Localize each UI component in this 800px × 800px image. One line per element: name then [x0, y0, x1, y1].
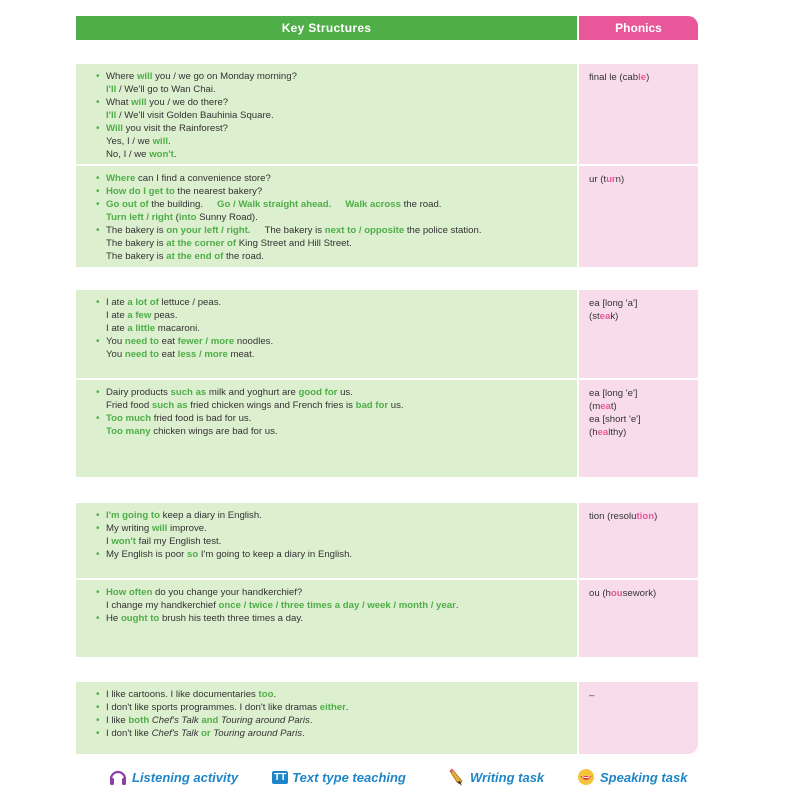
table-header	[76, 16, 698, 40]
text-segment: fail my English test.	[136, 536, 222, 547]
text-segment: you / we do there?	[146, 97, 229, 108]
key-phrase: Too many	[106, 426, 151, 437]
bullet-line	[106, 296, 569, 309]
text-segment: Fried food	[106, 400, 152, 411]
key-phrase: I'm going to	[106, 510, 160, 521]
key-phrase: such as	[151, 400, 188, 411]
key-structures-cell	[76, 580, 577, 657]
bullet-line	[106, 198, 569, 211]
bullet-line	[106, 701, 569, 714]
phonics-highlight: tion	[636, 511, 655, 522]
phonics-highlight: ur	[606, 174, 616, 185]
text-segment: The bakery is	[264, 225, 325, 236]
key-structures-cell	[76, 290, 577, 378]
phonics-highlight: ea	[597, 427, 609, 438]
bullet-line	[106, 70, 569, 83]
legend	[104, 762, 704, 792]
key-phrase: bad for	[355, 400, 389, 411]
text-segment: fried chicken wings and French fries is	[187, 400, 356, 411]
structure-line	[106, 148, 569, 161]
table-row	[76, 64, 698, 164]
key-phrase: next to / opposite	[324, 225, 405, 236]
text-segment: the police station.	[404, 225, 482, 236]
programme-title: Chef's Talk	[149, 715, 202, 726]
text-segment: peas.	[151, 310, 178, 321]
phonics-line	[589, 310, 688, 323]
text-segment: you / we go on Monday morning?	[152, 71, 297, 82]
legend-listening	[108, 762, 238, 792]
phonics-cell	[579, 503, 698, 578]
structure-line	[106, 322, 569, 335]
phonics-highlight: ea	[600, 401, 611, 412]
structure-lines	[106, 509, 569, 561]
text-segment: keep a diary in English.	[159, 510, 262, 521]
structure-lines	[106, 586, 569, 625]
text-segment: Dairy products	[106, 387, 171, 398]
text-segment: k)	[610, 311, 619, 322]
legend-writing-label: Writing task	[470, 769, 545, 785]
text-segment: What	[106, 97, 132, 108]
text-segment: the road.	[223, 251, 264, 262]
text-segment: You	[106, 349, 125, 360]
key-phrase: too	[258, 689, 274, 700]
phonics-cell	[579, 682, 698, 754]
phonics-cell	[579, 64, 698, 164]
structure-lines	[106, 386, 569, 438]
text-segment: / We'll visit Golden Bauhinia Square.	[116, 110, 274, 121]
text-segment: The bakery is	[106, 238, 167, 249]
text-segment: (st	[589, 311, 600, 322]
text-segment: meat.	[227, 349, 255, 360]
text-segment: the building.	[148, 199, 204, 210]
text-segment: .	[173, 149, 177, 160]
text-segment: tion (resolu	[589, 511, 637, 522]
legend-speaking	[576, 762, 687, 792]
structure-line	[106, 83, 569, 96]
structure-lines	[106, 172, 569, 263]
key-phrase: will	[152, 136, 169, 147]
structure-line	[106, 309, 569, 322]
structure-line	[106, 348, 569, 361]
table-row	[76, 290, 698, 378]
key-phrase: such as	[170, 387, 207, 398]
text-segment: .	[302, 728, 305, 739]
structure-line	[106, 237, 569, 250]
text-segment: t)	[610, 401, 617, 412]
tt-icon: TT	[274, 771, 287, 783]
phonics-line	[589, 173, 688, 186]
key-structures-heading: Key Structures	[76, 16, 577, 40]
text-segment: (	[172, 212, 179, 223]
text-segment: fried food is bad for us.	[151, 413, 252, 424]
text-segment: us.	[337, 387, 353, 398]
text-segment: King Street and Hill Street.	[236, 238, 352, 249]
legend-listening-label: Listening activity	[132, 769, 239, 785]
text-segment: Yes, I / we	[106, 136, 153, 147]
text-segment: I like	[106, 715, 129, 726]
text-segment: lettuce / peas.	[158, 297, 222, 308]
structure-lines	[106, 70, 569, 161]
text-segment: / We'll go to Wan Chai.	[116, 84, 216, 95]
table-row	[76, 166, 698, 267]
key-phrase: won't	[149, 149, 174, 160]
text-segment: ur (t	[589, 174, 607, 185]
key-phrase: Go / Walk straight ahead.	[217, 199, 332, 210]
text-segment: us.	[388, 400, 404, 411]
bullet-line	[106, 185, 569, 198]
text-segment: Where	[106, 71, 137, 82]
text-segment: eat	[158, 336, 178, 347]
text-segment: I don't like	[106, 728, 152, 739]
phonics-cell	[579, 380, 698, 477]
text-segment: final le (cab	[589, 72, 639, 83]
bullet-line	[106, 586, 569, 599]
key-phrase: fewer / more	[177, 336, 235, 347]
text-segment: noodles.	[234, 336, 274, 347]
headphones-icon	[108, 767, 128, 787]
text-segment: can I find a convenience store?	[135, 173, 271, 184]
key-structures-cell	[76, 380, 577, 477]
text-segment: the nearest bakery?	[174, 186, 263, 197]
table-row	[76, 503, 698, 578]
text-segment: –	[589, 690, 595, 701]
text-segment: I like cartoons. I like documentaries	[106, 689, 259, 700]
bullet-line	[106, 612, 569, 625]
legend-speaking-label: Speaking task	[600, 769, 688, 785]
phonics-cell	[579, 290, 698, 378]
phonics-highlight: ea	[599, 311, 611, 322]
structure-line	[106, 425, 569, 438]
text-segment: I ate	[106, 323, 128, 334]
legend-writing	[448, 762, 544, 792]
text-segment: My English is poor	[106, 549, 188, 560]
structure-line	[106, 399, 569, 412]
table-row	[76, 682, 698, 754]
text-segment: My writing	[106, 523, 152, 534]
text-segment: milk and yoghurt are	[206, 387, 299, 398]
structure-lines	[106, 296, 569, 361]
key-phrase: Turn left / right	[106, 212, 173, 223]
text-segment: the road.	[400, 199, 442, 210]
key-phrase: need to	[124, 349, 159, 360]
key-phrase: at the corner of	[166, 238, 237, 249]
key-structures-cell	[76, 64, 577, 164]
text-segment: ea [long 'a']	[589, 298, 638, 309]
key-phrase: will	[131, 97, 147, 108]
key-structures-cell	[76, 166, 577, 267]
text-segment: ou (h	[589, 588, 611, 599]
bullet-line	[106, 727, 569, 740]
key-phrase: How do I get to	[106, 186, 175, 197]
bullet-line	[106, 224, 569, 237]
text-segment: Sunny Road).	[196, 212, 258, 223]
key-phrase: and	[201, 715, 219, 726]
key-phrase: or	[198, 728, 211, 739]
key-phrase: won't	[111, 536, 137, 547]
text-segment: I ate	[106, 310, 128, 321]
text-segment: )	[646, 72, 650, 83]
bullet-line	[106, 714, 569, 727]
phonics-line	[589, 689, 688, 702]
structure-line	[106, 535, 569, 548]
key-phrase: will	[151, 523, 168, 534]
text-segment: you visit the Rainforest?	[122, 123, 229, 134]
phonics-line	[589, 510, 688, 523]
key-phrase: I'll	[106, 84, 117, 95]
bullet-line	[106, 172, 569, 185]
programme-title: Touring around Paris	[218, 715, 310, 726]
key-phrase: either	[319, 702, 346, 713]
bullet-line	[106, 509, 569, 522]
bullet-line	[106, 96, 569, 109]
text-segment: n)	[615, 174, 625, 185]
text-segment: brush his teeth three times a day.	[159, 613, 304, 624]
bullet-line	[106, 335, 569, 348]
text-segment: The bakery is	[106, 251, 167, 262]
phonics-line	[589, 587, 688, 600]
key-phrase: a lot of	[127, 297, 159, 308]
text-segment: improve.	[167, 523, 207, 534]
legend-text-type-label: Text type teaching	[292, 769, 406, 785]
key-phrase: will	[136, 71, 153, 82]
text-segment: I	[106, 536, 112, 547]
text-segment: I ate	[106, 297, 128, 308]
table-row	[76, 380, 698, 477]
key-phrase: into	[178, 212, 197, 223]
text-segment: I'm going to keep a diary in English.	[198, 549, 353, 560]
structure-line	[106, 211, 569, 224]
text-segment: You	[106, 336, 125, 347]
key-phrase: How often	[106, 587, 153, 598]
text-segment: I don't like sports programmes. I don't like dramas	[106, 702, 320, 713]
key-phrase: Where	[106, 173, 136, 184]
phonics-line	[589, 400, 688, 413]
text-segment: The bakery is	[106, 225, 167, 236]
key-phrase: need to	[124, 336, 159, 347]
programme-title: Touring around Paris	[210, 728, 303, 739]
key-phrase: I'll	[106, 110, 117, 121]
phonics-cell	[579, 580, 698, 657]
key-phrase: Walk across	[345, 199, 401, 210]
phonics-line	[589, 297, 688, 310]
text-segment: chicken wings are bad for us.	[150, 426, 278, 437]
key-phrase: ought to	[120, 613, 160, 624]
text-segment: .	[168, 136, 171, 147]
structure-line	[106, 250, 569, 263]
key-phrase: Will	[106, 123, 123, 134]
text-segment: I change my handkerchief	[106, 600, 219, 611]
text-segment: eat	[158, 349, 178, 360]
bullet-line	[106, 522, 569, 535]
key-structures-cell	[76, 503, 577, 578]
text-segment: do you change your handkerchief?	[152, 587, 303, 598]
phonics-cell	[579, 166, 698, 267]
phonics-heading: Phonics	[579, 16, 698, 40]
text-segment: .	[345, 702, 349, 713]
mouth-icon	[576, 767, 596, 787]
key-phrase: once / twice / three times a day / week / month / year	[218, 600, 456, 611]
text-segment: ea [short 'e']	[589, 414, 641, 425]
key-phrase: at the end of	[166, 251, 224, 262]
phonics-line	[589, 413, 688, 426]
table-row	[76, 580, 698, 657]
structure-line	[106, 135, 569, 148]
phonics-line	[589, 71, 688, 84]
key-phrase: Go out of	[106, 199, 149, 210]
key-phrase: less / more	[177, 349, 228, 360]
bullet-line	[106, 386, 569, 399]
structure-lines	[106, 688, 569, 740]
phonics-highlight: le	[638, 72, 647, 83]
structure-line	[106, 109, 569, 122]
text-segment: )	[654, 511, 658, 522]
key-phrase: on your left / right.	[166, 225, 251, 236]
key-structures-cell	[76, 682, 577, 754]
structure-line	[106, 599, 569, 612]
key-phrase: both	[128, 715, 150, 726]
programme-title: Chef's Talk	[151, 728, 199, 739]
key-phrase: a few	[127, 310, 152, 321]
key-phrase: Too much	[106, 413, 152, 424]
key-phrase: so	[187, 549, 199, 560]
text-segment: No, I / we	[106, 149, 150, 160]
legend-text-type	[272, 762, 406, 792]
text-segment: macaroni.	[155, 323, 200, 334]
pencil-icon	[448, 767, 466, 787]
text-segment: .	[309, 715, 313, 726]
text-segment: .	[273, 689, 277, 700]
bullet-line	[106, 548, 569, 561]
text-segment: ea [long 'e']	[589, 388, 638, 399]
text-segment: sework)	[622, 588, 657, 599]
bullet-line	[106, 688, 569, 701]
text-segment: (m	[589, 401, 601, 412]
text-segment: (h	[589, 427, 598, 438]
bullet-line	[106, 122, 569, 135]
phonics-line	[589, 387, 688, 400]
text-segment: .	[455, 600, 459, 611]
text-segment: He	[106, 613, 121, 624]
key-phrase: a little	[127, 323, 156, 334]
text-segment: lthy)	[608, 427, 627, 438]
bullet-line	[106, 412, 569, 425]
key-phrase: good for	[298, 387, 338, 398]
phonics-highlight: ou	[610, 588, 623, 599]
phonics-line	[589, 426, 688, 439]
